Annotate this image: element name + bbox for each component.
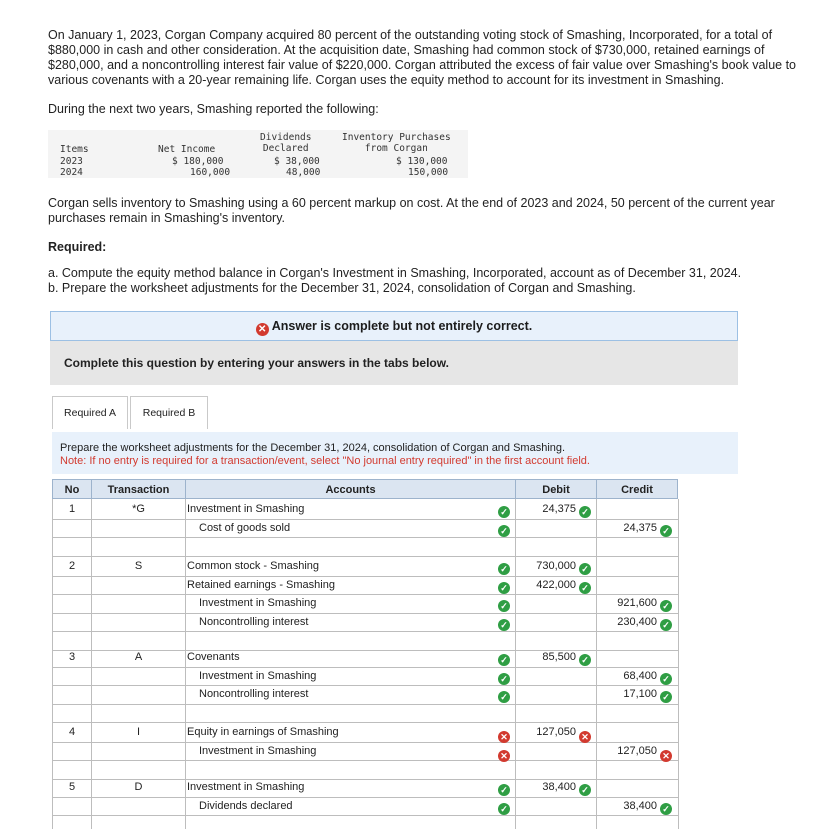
check-circle-icon: ✓	[579, 784, 591, 796]
account-field[interactable]: Investment in Smashing	[187, 503, 305, 515]
credit-status	[660, 670, 672, 688]
check-circle-icon: ✓	[579, 582, 591, 594]
credit-status	[660, 616, 672, 634]
account-field[interactable]: Investment in Smashing	[199, 669, 317, 682]
check-circle-icon: ✓	[498, 803, 510, 815]
account-status	[498, 670, 510, 688]
x-circle-icon: ✕	[256, 323, 269, 336]
credit-field[interactable]: 230,400	[617, 615, 657, 628]
row-line	[52, 613, 678, 614]
row-2023-dividends: $ 38,000	[274, 156, 320, 167]
col-header-net-income: Net Income	[158, 144, 216, 155]
transaction-code: S	[134, 560, 143, 572]
account-status	[498, 745, 510, 763]
check-circle-icon: ✓	[579, 563, 591, 575]
row-2024-item: 2024	[60, 167, 83, 178]
check-circle-icon: ✓	[498, 619, 510, 631]
x-circle-icon: ✕	[660, 750, 672, 762]
required-b-text: b. Prepare the worksheet adjustments for the December 31, 2024, consolidation of Corgan and Smashing.	[48, 281, 636, 295]
instructions-text: Prepare the worksheet adjustments for the December 31, 2024, consolidation of Corgan and Smashing.	[60, 442, 566, 454]
row-line	[52, 537, 678, 538]
header-accounts: Accounts	[185, 479, 516, 499]
check-circle-icon: ✓	[660, 525, 672, 537]
debit-status	[579, 503, 591, 521]
check-circle-icon: ✓	[660, 600, 672, 612]
account-status	[498, 688, 510, 706]
row-line	[52, 685, 678, 686]
account-field[interactable]: Noncontrolling interest	[199, 688, 309, 701]
row-line	[52, 704, 678, 705]
check-circle-icon: ✓	[660, 691, 672, 703]
account-field[interactable]: Common stock - Smashing	[187, 560, 320, 572]
account-field[interactable]: Noncontrolling interest	[199, 615, 309, 628]
transaction-code: D	[134, 781, 143, 793]
transaction-code: A	[134, 651, 143, 663]
debit-field[interactable]: 422,000	[536, 578, 576, 591]
tab-required-b[interactable]: Required B	[130, 396, 208, 429]
x-circle-icon: ✕	[579, 731, 591, 743]
account-status	[498, 503, 510, 521]
header-debit: Debit	[515, 479, 597, 499]
credit-status	[660, 688, 672, 706]
account-status	[498, 560, 510, 578]
transaction-code: I	[136, 726, 141, 738]
account-field[interactable]: Dividends declared	[199, 799, 293, 812]
account-field[interactable]: Investment in Smashing	[199, 597, 317, 610]
account-status	[498, 726, 510, 744]
row-2024-dividends: 48,000	[286, 167, 321, 178]
credit-field[interactable]: 17,100	[623, 688, 657, 701]
account-field[interactable]: Retained earnings - Smashing	[187, 578, 335, 591]
row-2024-inventory: 150,000	[408, 167, 449, 178]
debit-status	[579, 579, 591, 597]
entry-number: 2	[68, 560, 76, 572]
answer-status-banner	[50, 311, 738, 341]
col-header-inventory: Inventory Purchases from Corgan	[342, 132, 451, 154]
account-field[interactable]: Investment in Smashing	[187, 781, 305, 793]
debit-status	[579, 651, 591, 669]
required-a-text: a. Compute the equity method balance in Corgan's Investment in Smashing, Incorporated, account as of December 31, 2024.	[48, 266, 742, 280]
check-circle-icon: ✓	[660, 803, 672, 815]
account-status	[498, 597, 510, 615]
account-status	[498, 781, 510, 799]
check-circle-icon: ✓	[579, 506, 591, 518]
markup-note: Corgan sells inventory to Smashing using a 60 percent markup on cost. At the end of 2023 and 2024, 50 percent of the current year purchases remain in Smashing's inventory.	[48, 196, 775, 225]
credit-field[interactable]: 921,600	[617, 597, 657, 610]
account-field[interactable]: Equity in earnings of Smashing	[187, 726, 339, 738]
debit-status	[579, 726, 591, 744]
credit-status	[660, 597, 672, 615]
account-status	[498, 522, 510, 540]
transaction-code: *G	[132, 503, 145, 515]
check-circle-icon: ✓	[498, 506, 510, 518]
check-circle-icon: ✓	[498, 563, 510, 575]
entry-number: 5	[68, 781, 76, 793]
debit-field[interactable]: 730,000	[536, 560, 576, 572]
required-heading: Required:	[48, 240, 107, 254]
debit-field[interactable]: 24,375	[542, 503, 576, 515]
row-2024-net-income: 160,000	[190, 167, 231, 178]
col-header-items: Items	[60, 144, 89, 155]
row-line	[52, 815, 678, 816]
check-circle-icon: ✓	[660, 619, 672, 631]
credit-status	[660, 522, 672, 540]
header-no: No	[52, 479, 92, 499]
account-status	[498, 651, 510, 669]
check-circle-icon: ✓	[498, 654, 510, 666]
credit-status	[660, 800, 672, 818]
debit-field[interactable]: 38,400	[542, 781, 576, 793]
check-circle-icon: ✓	[498, 582, 510, 594]
check-circle-icon: ✓	[498, 691, 510, 703]
row-2023-net-income: $ 180,000	[172, 156, 224, 167]
instructions-note: Note: If no entry is required for a transaction/event, select "No journal entry required" in the first account field.	[60, 455, 590, 467]
header-credit: Credit	[596, 479, 678, 499]
account-status	[498, 616, 510, 634]
complete-note-text: Complete this question by entering your answers in the tabs below.	[64, 356, 449, 370]
check-circle-icon: ✓	[498, 784, 510, 796]
account-field[interactable]: Covenants	[187, 651, 240, 663]
account-field[interactable]: Cost of goods sold	[199, 521, 291, 534]
credit-field[interactable]: 24,375	[623, 521, 657, 534]
credit-status	[660, 745, 672, 763]
x-circle-icon: ✕	[498, 731, 510, 743]
header-transaction: Transaction	[91, 479, 186, 499]
row-2023-inventory: $ 130,000	[396, 156, 448, 167]
tab-required-a[interactable]: Required A	[52, 396, 128, 429]
entry-number: 1	[68, 503, 76, 515]
account-status	[498, 579, 510, 597]
credit-field[interactable]: 127,050	[617, 744, 657, 757]
entry-number: 4	[68, 726, 76, 738]
answer-status-text: Answer is complete but not entirely correct.	[271, 319, 533, 333]
problem-paragraph: On January 1, 2023, Corgan Company acquired 80 percent of the outstanding voting stock of Smashing, Incorporated, for a total of $880,000 in cash and other consideration. At the acquisition date, Smashing had common stock of $730,000, retained earnings of $280,000, and a noncontrolling interest fair value of $220,000. Corgan attributed the excess of fair value over Smashing's book value to various covenants with a 20-year remaining life. Corgan uses the equity method to account for its investment in Smashing.	[48, 28, 796, 87]
check-circle-icon: ✓	[498, 600, 510, 612]
col-header-dividends: Dividends Declared	[260, 132, 312, 154]
instructions-box	[52, 432, 738, 474]
check-circle-icon: ✓	[660, 673, 672, 685]
column-divider	[678, 499, 679, 829]
credit-field[interactable]: 38,400	[623, 799, 657, 812]
row-line	[52, 760, 678, 761]
credit-field[interactable]: 68,400	[623, 669, 657, 682]
debit-field[interactable]: 127,050	[536, 726, 576, 738]
entry-number: 3	[68, 651, 76, 663]
row-2023-item: 2023	[60, 156, 83, 167]
debit-status	[579, 781, 591, 799]
account-status	[498, 800, 510, 818]
x-circle-icon: ✕	[498, 750, 510, 762]
problem-lead: During the next two years, Smashing reported the following:	[48, 102, 379, 116]
account-field[interactable]: Investment in Smashing	[199, 744, 317, 757]
complete-note-box	[50, 341, 738, 385]
check-circle-icon: ✓	[498, 673, 510, 685]
debit-field[interactable]: 85,500	[542, 651, 576, 663]
check-circle-icon: ✓	[579, 654, 591, 666]
row-line	[52, 631, 678, 632]
debit-status	[579, 560, 591, 578]
check-circle-icon: ✓	[498, 525, 510, 537]
smashing-data-table	[48, 130, 468, 178]
